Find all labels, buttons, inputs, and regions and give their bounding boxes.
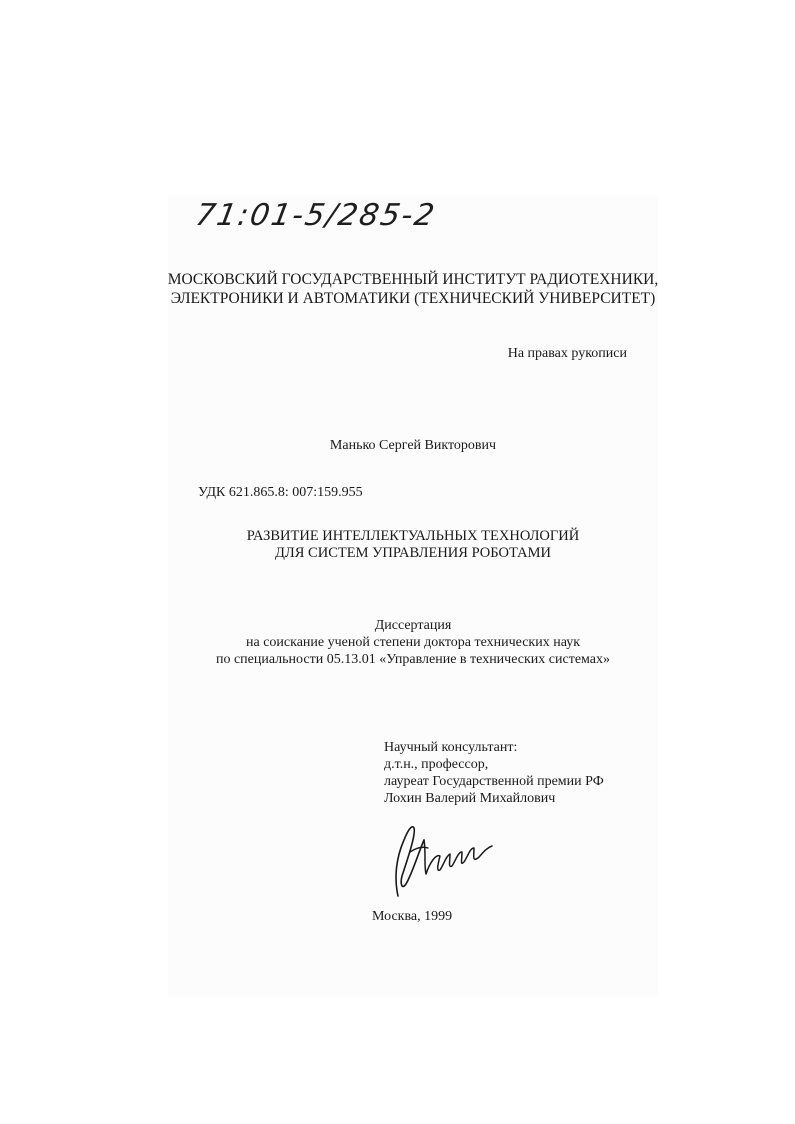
scientific-consultant xyxy=(384,739,604,807)
description-line: по специальности 05.13.01 «Управление в технических системах» xyxy=(215,652,611,667)
rights-note: На правах рукописи xyxy=(507,346,627,361)
dissertation-description xyxy=(140,617,686,668)
consultant-line: лауреат Государственной премии РФ xyxy=(384,774,604,789)
institution-line: МОСКОВСКИЙ ГОСУДАРСТВЕННЫЙ ИНСТИТУТ РАДИОТЕХНИКИ, xyxy=(167,271,659,288)
city-year: Москва, 1999 xyxy=(372,909,453,924)
udc-code: УДК 621.865.8: 007:159.955 xyxy=(198,485,363,500)
signature xyxy=(380,818,500,900)
dissertation-title xyxy=(160,528,666,562)
author-name: Манько Сергей Викторович xyxy=(329,438,497,453)
institution-name xyxy=(160,270,666,308)
consultant-line: Научный консультант: xyxy=(384,740,518,755)
archive-number: 71:01-5/285-2 xyxy=(192,198,439,233)
description-line: Диссертация xyxy=(374,618,452,633)
title-line: РАЗВИТИЕ ИНТЕЛЛЕКТУАЛЬНЫХ ТЕХНОЛОГИЙ xyxy=(246,528,580,544)
description-line: на соискание ученой степени доктора технических наук xyxy=(245,635,581,650)
consultant-line: д.т.н., профессор, xyxy=(384,757,489,772)
title-line: ДЛЯ СИСТЕМ УПРАВЛЕНИЯ РОБОТАМИ xyxy=(275,545,551,561)
consultant-line: Лохин Валерий Михайлович xyxy=(384,791,556,806)
institution-line: ЭЛЕКТРОНИКИ И АВТОМАТИКИ (ТЕХНИЧЕСКИЙ УНИВЕРСИТЕТ) xyxy=(170,290,656,307)
